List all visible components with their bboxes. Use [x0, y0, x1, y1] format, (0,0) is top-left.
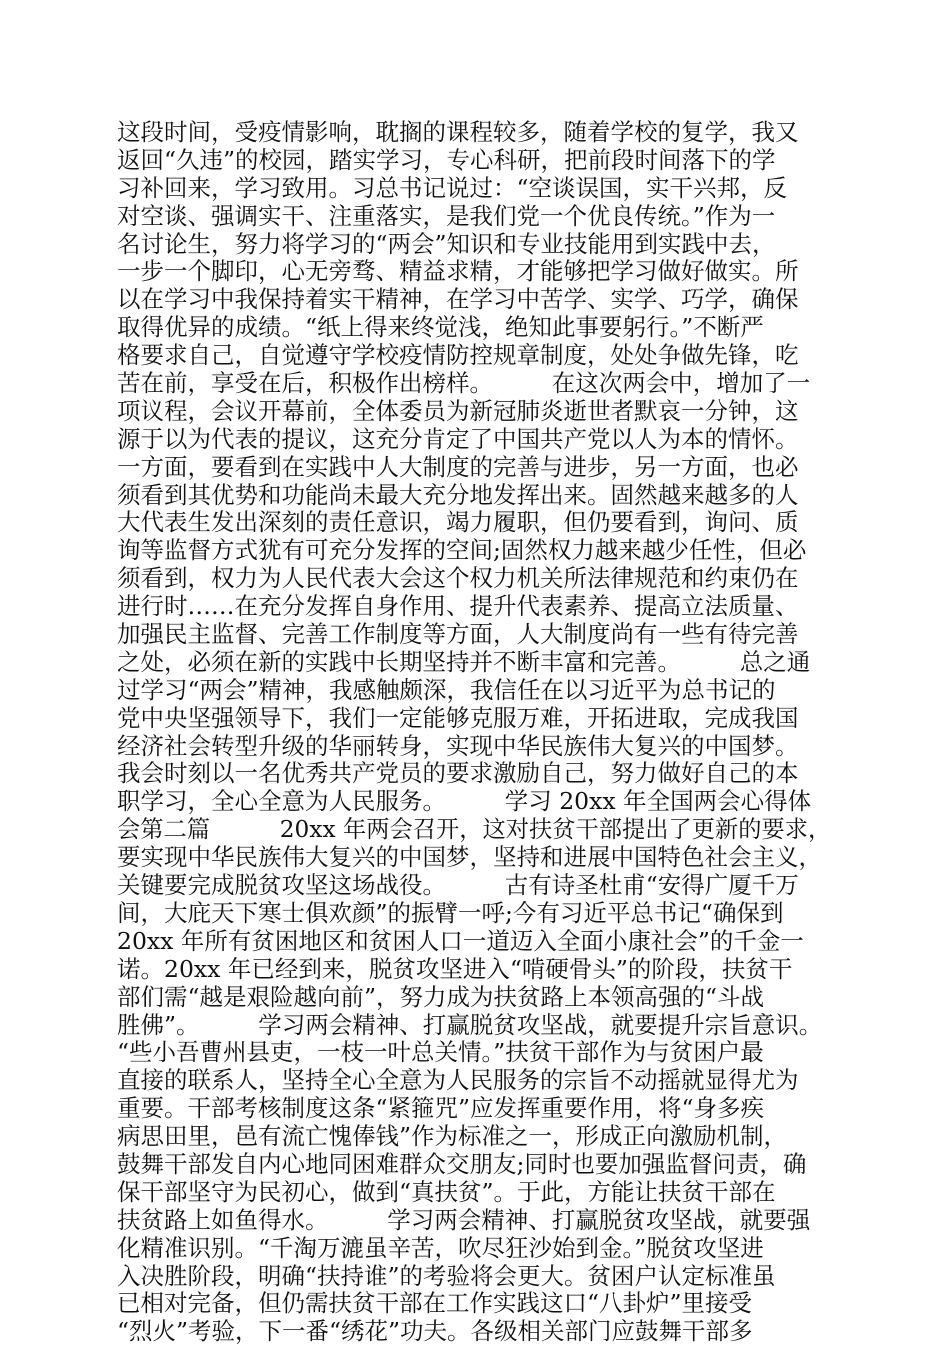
text-line: 以在学习中我保持着实干精神，在学习中苦学、实学、巧学，确保	[117, 285, 799, 314]
document-body	[117, 119, 833, 1346]
text-line: 一步一个脚印，心无旁骛、精益求精，才能够把学习做好做实。所	[117, 257, 799, 286]
text-line: 间，大庇天下寒士俱欢颜”的振臂一呼;今有习近平总书记“确保到	[117, 898, 784, 927]
text-line: 20xx 年所有贫困地区和贫困人口一道迈入全面小康社会”的千金一	[117, 926, 804, 955]
text-line: 苦在前，享受在后，积极作出榜样。 在这次两会中，增加了一	[117, 369, 811, 398]
text-line: 关键要完成脱贫攻坚这场战役。 古有诗圣杜甫“安得广厦千万	[117, 871, 799, 900]
text-line: 直接的联系人，坚持全心全意为人民服务的宗旨不动摇就显得尤为	[117, 1066, 799, 1095]
text-line: 过学习“两会”精神，我感触颇深，我信任在以习近平为总书记的	[117, 675, 776, 704]
text-line: 已相对完备，但仍需扶贫干部在工作实践这口“八卦炉”里接受	[117, 1289, 753, 1318]
text-line: 鼓舞干部发自内心地同困难群众交朋友;同时也要加强监督问责，确	[117, 1149, 807, 1178]
text-line: 部们需“越是艰险越向前”，努力成为扶贫路上本领高强的“斗战	[117, 982, 765, 1011]
text-line: 入决胜阶段，明确“扶持谁”的考验将会更大。贫困户认定标准虽	[117, 1261, 776, 1290]
text-line: 返回“久违”的校园，踏实学习，专心科研，把前段时间落下的学	[117, 145, 776, 174]
text-line: 要实现中华民族伟大复兴的中国梦，坚持和进展中国特色社会主义，	[117, 843, 822, 872]
text-line: 询等监督方式犹有可充分发挥的空间;固然权力越来越少任性，但必	[117, 536, 807, 565]
text-line: 经济社会转型升级的华丽转身，实现中华民族伟大复兴的中国梦。	[117, 731, 799, 760]
text-line: 加强民主监督、完善工作制度等方面，人大制度尚有一些有待完善	[117, 620, 799, 649]
text-line: 胜佛”。 学习两会精神、打赢脱贫攻坚战，就要提升宗旨意识。	[117, 1010, 823, 1039]
text-line: 取得优异的成绩。“纸上得来终觉浅，绝知此事要躬行。”不断严	[117, 313, 764, 342]
text-line: “些小吾曹州县吏，一枝一叶总关情。”扶贫干部作为与贫困户最	[117, 1038, 764, 1067]
text-line: 名讨论生，努力将学习的“两会”知识和专业技能用到实践中去，	[117, 229, 776, 258]
text-line: 这段时间，受疫情影响，耽搁的课程较多，随着学校的复学，我又	[117, 118, 799, 146]
text-line: 之处，必须在新的实践中长期坚持并不断丰富和完善。 总之通	[117, 647, 811, 676]
text-line: 我会时刻以一名优秀共产党员的要求激励自己，努力做好自己的本	[117, 759, 799, 788]
text-line: 会第二篇 20xx 年两会召开，这对扶贫干部提出了更新的要求，	[117, 816, 832, 844]
text-line: 习补回来，学习致用。习总书记说过：“空谈误国，实干兴邦，反	[117, 173, 788, 202]
text-line: 对空谈、强调实干、注重落实，是我们党一个优良传统。”作为一	[117, 201, 776, 230]
text-line: 一方面，要看到在实践中人大制度的完善与进步，另一方面，也必	[117, 452, 799, 481]
text-line: “烈火”考验，下一番“绣花”功夫。各级相关部门应鼓舞干部多	[117, 1317, 753, 1346]
text-line: 党中央坚强领导下，我们一定能够克服万难，开拓进取，完成我国	[117, 703, 799, 732]
text-line: 扶贫路上如鱼得水。 学习两会精神、打赢脱贫攻坚战，就要强	[117, 1205, 811, 1234]
text-line: 格要求自己，自觉遵守学校疫情防控规章制度，处处争做先锋，吃	[117, 341, 799, 370]
text-line: 须看到，权力为人民代表大会这个权力机关所法律规范和约束仍在	[117, 564, 799, 593]
text-line: 项议程，会议开幕前，全体委员为新冠肺炎逝世者默哀一分钟，这	[117, 396, 799, 425]
text-line: 保干部坚守为民初心，做到“真扶贫”。于此，方能让扶贫干部在	[117, 1177, 776, 1206]
text-line: 化精准识别。“千淘万漉虽辛苦，吹尽狂沙始到金。”脱贫攻坚进	[117, 1233, 764, 1262]
text-line: 进行时……在充分发挥自身作用、提升代表素养、提高立法质量、	[117, 592, 799, 621]
text-line: 大代表生发出深刻的责任意识，竭力履职，但仍要看到，询问、质	[117, 508, 799, 537]
text-line: 诺。20xx 年已经到来，脱贫攻坚进入“啃硬骨头”的阶段，扶贫干	[117, 954, 793, 983]
text-line: 重要。干部考核制度这条“紧箍咒”应发挥重要作用，将“身多疾	[117, 1094, 765, 1123]
text-line: 病思田里，邑有流亡愧俸钱”作为标准之一，形成正向激励机制，	[117, 1122, 788, 1151]
text-line: 须看到其优势和功能尚未最大充分地发挥出来。固然越来越多的人	[117, 480, 799, 509]
text-line: 职学习，全心全意为人民服务。 学习 20xx 年全国两会心得体	[117, 787, 812, 816]
text-line: 源于以为代表的提议，这充分肯定了中国共产党以人为本的情怀。	[117, 424, 799, 453]
